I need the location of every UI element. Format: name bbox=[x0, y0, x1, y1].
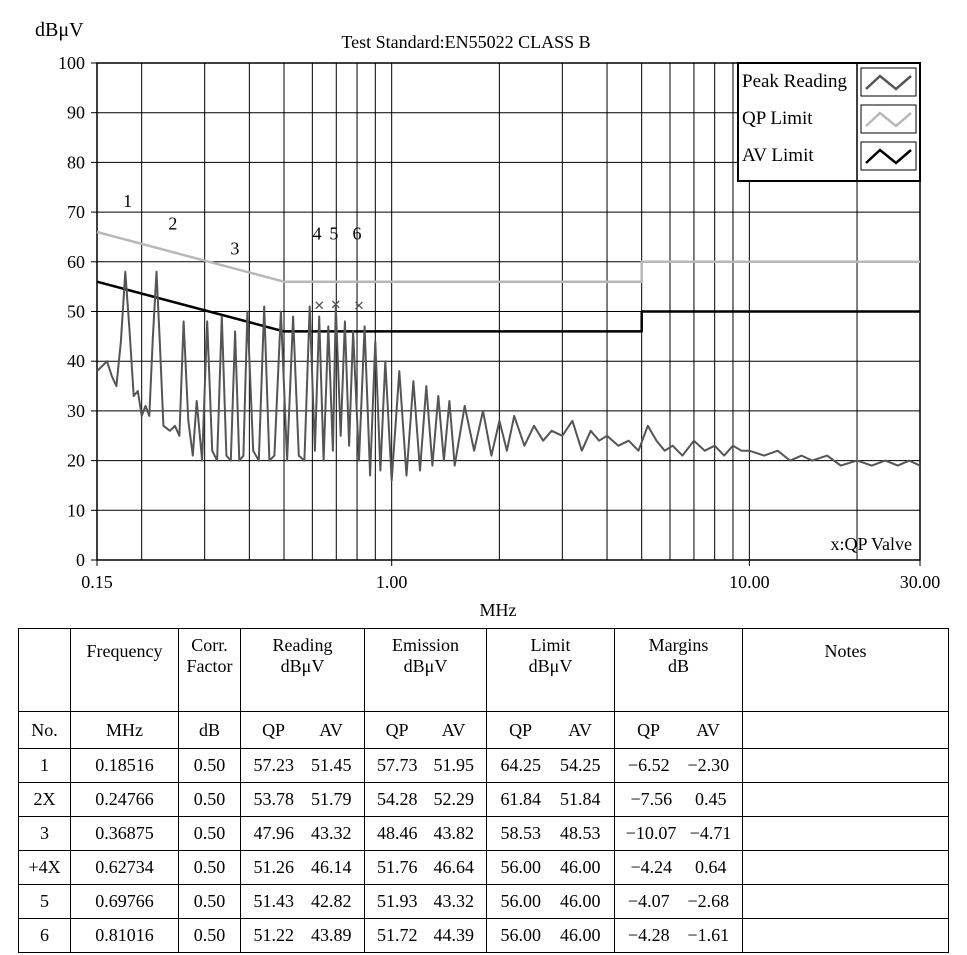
row-limit-av: 54.25 bbox=[560, 755, 601, 775]
row-limit-qp: 56.00 bbox=[500, 857, 541, 877]
row-reading bbox=[241, 783, 365, 817]
row-corr: 0.50 bbox=[179, 783, 241, 817]
header-margins: Margins dB bbox=[615, 629, 743, 712]
row-limit bbox=[487, 851, 615, 885]
unit-reading bbox=[241, 712, 365, 749]
y-tick-label: 20 bbox=[67, 450, 85, 471]
unit-reading-qp: QP bbox=[262, 719, 286, 740]
table-row bbox=[19, 885, 949, 919]
row-limit bbox=[487, 885, 615, 919]
table-row bbox=[19, 919, 949, 953]
series-line-qp-limit bbox=[97, 232, 920, 282]
row-emission bbox=[365, 749, 487, 783]
header-emission: Emission dBμV bbox=[365, 629, 487, 712]
table-header-row bbox=[19, 629, 949, 712]
row-limit-av: 48.53 bbox=[560, 823, 601, 843]
row-no: 3 bbox=[19, 817, 71, 851]
row-margins-av: −1.61 bbox=[687, 925, 730, 945]
row-margins-qp: −4.28 bbox=[627, 925, 670, 945]
row-reading-qp: 51.43 bbox=[253, 891, 294, 911]
row-emission-av: 44.39 bbox=[433, 925, 474, 945]
row-emission-av: 46.64 bbox=[433, 857, 474, 877]
point-label: 5 bbox=[329, 223, 339, 244]
row-margins-av: 0.64 bbox=[695, 857, 727, 877]
row-emission-qp: 51.93 bbox=[377, 891, 418, 911]
row-limit bbox=[487, 817, 615, 851]
header-corr-factor: Corr. Factor bbox=[179, 629, 241, 712]
y-tick-label: 30 bbox=[67, 400, 85, 421]
unit-reading-av: AV bbox=[319, 719, 343, 740]
row-emission bbox=[365, 783, 487, 817]
y-tick-label: 60 bbox=[67, 251, 85, 272]
annotation-qp-valve: x:QP Valve bbox=[830, 534, 912, 554]
legend-label: QP Limit bbox=[742, 108, 813, 129]
y-tick-label: 50 bbox=[67, 301, 85, 322]
row-reading-qp: 51.22 bbox=[253, 925, 294, 945]
series-line-av-limit bbox=[97, 282, 920, 332]
unit-margins bbox=[615, 712, 743, 749]
row-limit-qp: 56.00 bbox=[500, 891, 541, 911]
unit-frequency: MHz bbox=[71, 712, 179, 749]
table-row bbox=[19, 817, 949, 851]
row-limit-av: 46.00 bbox=[560, 857, 601, 877]
y-tick-label: 70 bbox=[67, 202, 85, 223]
row-limit-av: 46.00 bbox=[560, 891, 601, 911]
y-tick-label: 40 bbox=[67, 351, 85, 372]
row-limit-av: 46.00 bbox=[560, 925, 601, 945]
row-reading bbox=[241, 885, 365, 919]
row-notes bbox=[743, 749, 949, 783]
row-emission-av: 43.32 bbox=[433, 891, 474, 911]
row-margins-qp: −7.56 bbox=[630, 789, 673, 809]
unit-no: No. bbox=[19, 712, 71, 749]
row-frequency: 0.81016 bbox=[71, 919, 179, 953]
row-margins-av: −4.71 bbox=[689, 823, 732, 843]
row-frequency: 0.69766 bbox=[71, 885, 179, 919]
y-tick-label: 100 bbox=[58, 53, 85, 73]
notes-empty bbox=[743, 712, 949, 749]
row-corr: 0.50 bbox=[179, 817, 241, 851]
row-reading-qp: 47.96 bbox=[253, 823, 294, 843]
x-tick-label: 1.00 bbox=[375, 572, 408, 592]
row-no: +4X bbox=[19, 851, 71, 885]
unit-margins-av: AV bbox=[696, 719, 720, 740]
row-notes bbox=[743, 817, 949, 851]
row-emission-qp: 57.73 bbox=[377, 755, 418, 775]
table-row bbox=[19, 783, 949, 817]
row-notes bbox=[743, 783, 949, 817]
row-reading bbox=[241, 749, 365, 783]
unit-emission-av: AV bbox=[441, 719, 466, 740]
point-label: 1 bbox=[123, 191, 133, 212]
row-emission-av: 43.82 bbox=[433, 823, 474, 843]
row-reading bbox=[241, 817, 365, 851]
row-margins bbox=[615, 885, 743, 919]
table-row bbox=[19, 851, 949, 885]
row-margins-av: 0.45 bbox=[695, 789, 727, 809]
row-margins-qp: −10.07 bbox=[625, 823, 677, 843]
y-tick-label: 0 bbox=[76, 550, 85, 570]
row-margins bbox=[615, 919, 743, 953]
row-notes bbox=[743, 919, 949, 953]
header-reading: Reading dBμV bbox=[241, 629, 365, 712]
table-body bbox=[19, 749, 949, 953]
row-reading-av: 46.14 bbox=[311, 857, 352, 877]
row-limit bbox=[487, 749, 615, 783]
legend-label: Peak Reading bbox=[742, 71, 848, 92]
row-corr: 0.50 bbox=[179, 749, 241, 783]
y-axis-label: dBμV bbox=[35, 19, 84, 41]
row-frequency: 0.62734 bbox=[71, 851, 179, 885]
row-emission bbox=[365, 817, 487, 851]
row-margins bbox=[615, 851, 743, 885]
row-emission-qp: 54.28 bbox=[377, 789, 418, 809]
row-emission-qp: 48.46 bbox=[377, 823, 418, 843]
row-reading bbox=[241, 919, 365, 953]
unit-margins-qp: QP bbox=[637, 719, 661, 740]
row-limit-av: 51.84 bbox=[560, 789, 601, 809]
y-tick-label: 10 bbox=[67, 500, 85, 521]
unit-limit-av: AV bbox=[568, 719, 592, 740]
row-emission bbox=[365, 885, 487, 919]
row-no: 6 bbox=[19, 919, 71, 953]
unit-emission-qp: QP bbox=[385, 719, 409, 740]
row-limit-qp: 64.25 bbox=[500, 755, 541, 775]
point-label: 2 bbox=[168, 213, 178, 234]
row-emission-av: 52.29 bbox=[433, 789, 474, 809]
row-reading-av: 51.79 bbox=[311, 789, 352, 809]
row-reading-av: 51.45 bbox=[311, 755, 352, 775]
y-tick-label: 90 bbox=[67, 102, 85, 123]
row-no: 2X bbox=[19, 783, 71, 817]
x-tick-label: 30.00 bbox=[899, 572, 941, 592]
table-row bbox=[19, 749, 949, 783]
row-limit bbox=[487, 783, 615, 817]
unit-corr: dB bbox=[179, 712, 241, 749]
row-corr: 0.50 bbox=[179, 851, 241, 885]
row-emission-qp: 51.76 bbox=[377, 857, 418, 877]
header-limit: Limit dBμV bbox=[487, 629, 615, 712]
row-reading-qp: 53.78 bbox=[253, 789, 294, 809]
qp-valve-marker bbox=[316, 302, 323, 309]
point-label: 3 bbox=[230, 238, 240, 259]
point-label: 6 bbox=[352, 223, 362, 244]
row-notes bbox=[743, 885, 949, 919]
row-frequency: 0.36875 bbox=[71, 817, 179, 851]
unit-limit bbox=[487, 712, 615, 749]
row-emission-qp: 51.72 bbox=[377, 925, 418, 945]
row-corr: 0.50 bbox=[179, 919, 241, 953]
row-margins-qp: −4.07 bbox=[627, 891, 670, 911]
row-reading-av: 43.89 bbox=[311, 925, 352, 945]
row-no: 5 bbox=[19, 885, 71, 919]
row-limit bbox=[487, 919, 615, 953]
header-frequency: Frequency bbox=[71, 629, 179, 712]
point-label: 4 bbox=[312, 223, 322, 244]
row-limit-qp: 58.53 bbox=[500, 823, 541, 843]
row-margins bbox=[615, 817, 743, 851]
row-corr: 0.50 bbox=[179, 885, 241, 919]
row-emission bbox=[365, 919, 487, 953]
row-reading-qp: 51.26 bbox=[253, 857, 294, 877]
row-notes bbox=[743, 851, 949, 885]
unit-limit-qp: QP bbox=[509, 719, 533, 740]
row-reading-av: 42.82 bbox=[311, 891, 352, 911]
row-margins bbox=[615, 749, 743, 783]
x-tick-label: 10.00 bbox=[729, 572, 770, 592]
legend-label: AV Limit bbox=[742, 145, 814, 166]
row-emission bbox=[365, 851, 487, 885]
unit-emission bbox=[365, 712, 487, 749]
header-notes: Notes bbox=[743, 629, 949, 712]
row-margins-qp: −6.52 bbox=[627, 755, 670, 775]
series-line-peak-reading bbox=[97, 272, 920, 481]
row-margins bbox=[615, 783, 743, 817]
row-margins-av: −2.68 bbox=[687, 891, 730, 911]
row-margins-qp: −4.24 bbox=[630, 857, 673, 877]
results-table bbox=[18, 628, 949, 953]
row-no: 1 bbox=[19, 749, 71, 783]
row-frequency: 0.24766 bbox=[71, 783, 179, 817]
row-reading bbox=[241, 851, 365, 885]
row-reading-av: 43.32 bbox=[311, 823, 352, 843]
row-margins-av: −2.30 bbox=[687, 755, 730, 775]
y-tick-label: 80 bbox=[67, 152, 85, 173]
row-limit-qp: 61.84 bbox=[500, 789, 541, 809]
x-tick-label: 0.15 bbox=[81, 572, 113, 592]
table-units-row bbox=[19, 712, 949, 749]
row-emission-av: 51.95 bbox=[433, 755, 474, 775]
row-reading-qp: 57.23 bbox=[253, 755, 294, 775]
x-axis-label: MHz bbox=[479, 600, 517, 620]
chart-title: Test Standard:EN55022 CLASS B bbox=[341, 32, 591, 52]
row-frequency: 0.18516 bbox=[71, 749, 179, 783]
row-limit-qp: 56.00 bbox=[500, 925, 541, 945]
header-blank bbox=[19, 629, 71, 712]
